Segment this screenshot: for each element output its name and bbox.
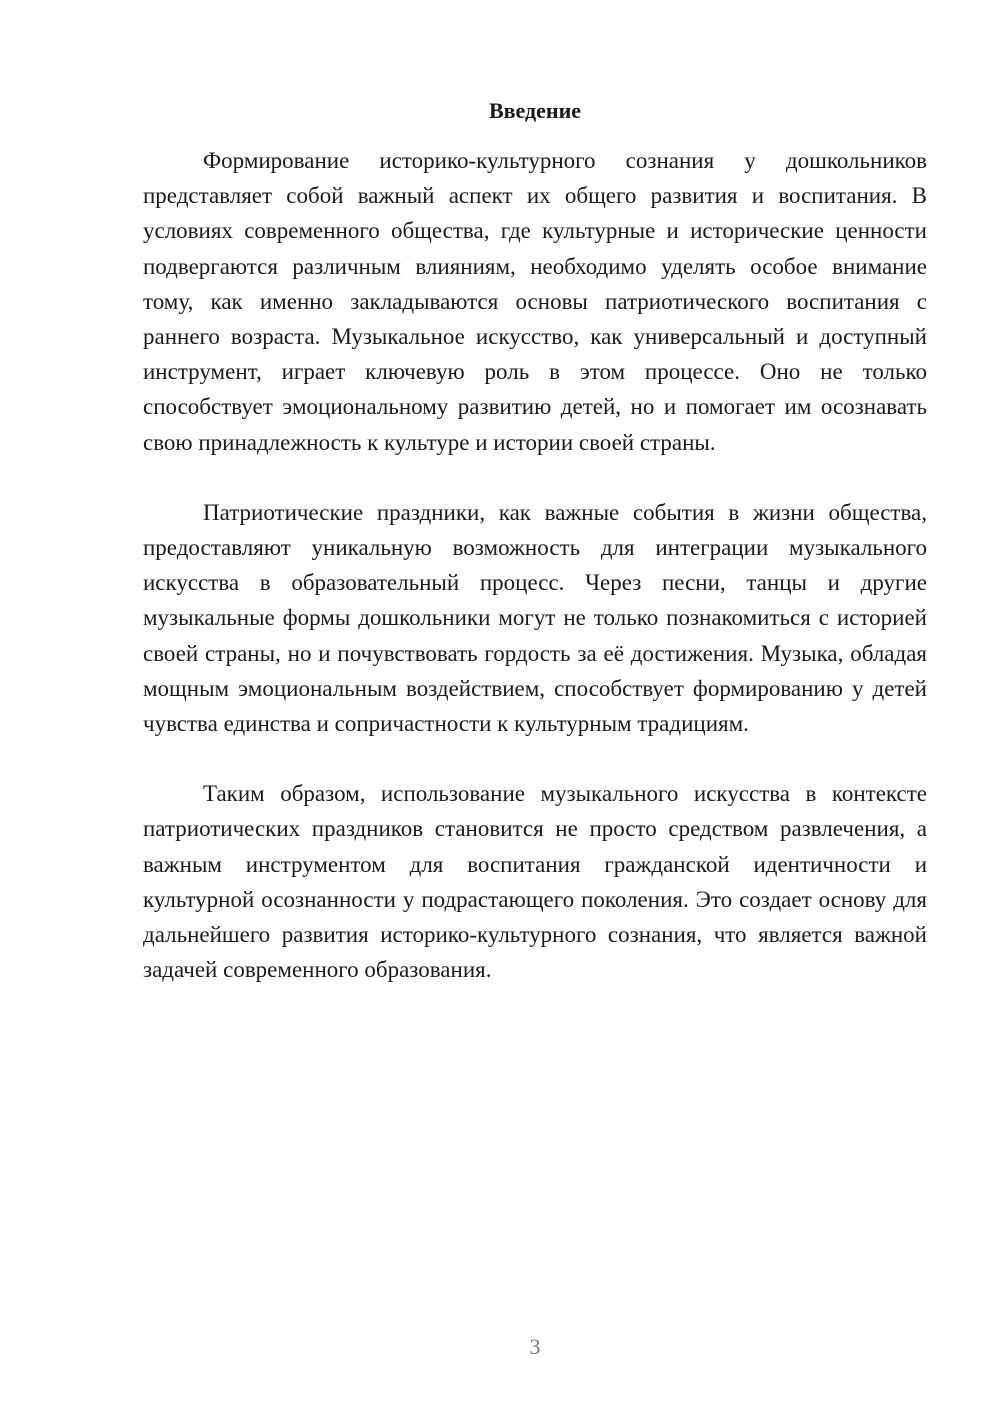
paragraph-3: Таким образом, использование музыкального искусства в контексте патриотических праздников становится не просто средством развлечения, а важным инструментом для воспитания гражданской идентичности и культурной осознанности у подрастающего поколения. Это создает основу для дальнейшего развития историко-культурного сознания, что является важной задачей современного образования. xyxy=(143,781,927,983)
page-number: 3 xyxy=(529,1334,541,1359)
document-body xyxy=(143,143,927,1022)
page-title: Введение xyxy=(488,98,582,123)
paragraph-1: Формирование историко-культурного сознания у дошкольников представляет собой важный аспект их общего развития и воспитания. В условиях современного общества, где культурные и исторические ценности подвергаются различным влияниям, необходимо уделять особое внимание тому, как именно закладываются основы патриотического воспитания с раннего возраста. Музыкальное искусство, как универсальный и доступный инструмент, играет ключевую роль в этом процессе. Оно не только способствует эмоциональному развитию детей, но и помогает им осознавать свою принадлежность к культуре и истории своей страны. xyxy=(143,148,927,455)
paragraph-2: Патриотические праздники, как важные события в жизни общества, предоставляют уникальную возможность для интеграции музыкального искусства в образовательный процесс. Через песни, танцы и другие музыкальные формы дошкольники могут не только познакомиться с историей своей страны, но и почувствовать гордость за её достижения. Музыка, обладая мощным эмоциональным воздействием, способствует формированию у детей чувства единства и сопричастности к культурным традициям. xyxy=(143,499,927,737)
